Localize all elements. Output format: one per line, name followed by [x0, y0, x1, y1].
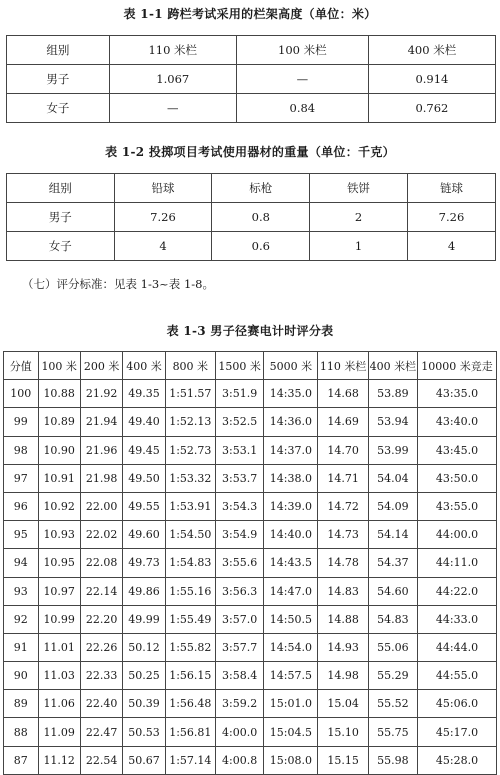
table-cell: 5000 米: [264, 352, 318, 380]
header-row: [7, 174, 496, 203]
table-cell: 54.14: [368, 521, 417, 549]
table-cell: 14:57.5: [264, 662, 318, 690]
table-cell: 15.10: [318, 718, 368, 746]
table-cell: 11.06: [38, 690, 80, 718]
table-cell: 0.6: [212, 232, 310, 261]
table-cell: 组别: [7, 174, 115, 203]
table-cell: 1:55.49: [165, 605, 215, 633]
table-cell: 91: [4, 633, 39, 661]
table-cell: 链球: [407, 174, 495, 203]
table-row: [4, 718, 497, 746]
table-cell: 800 米: [165, 352, 215, 380]
table-cell: 3:53.7: [215, 464, 263, 492]
table-cell: 49.99: [123, 605, 165, 633]
table-cell: 1:52.13: [165, 408, 215, 436]
table-cell: 95: [4, 521, 39, 549]
table-cell: 11.03: [38, 662, 80, 690]
table-row: [4, 690, 497, 718]
table-cell: 分值: [4, 352, 39, 380]
table-cell: 10.97: [38, 577, 80, 605]
table-cell: 10.93: [38, 521, 80, 549]
table-cell: 15.04: [318, 690, 368, 718]
table-cell: 21.92: [80, 380, 122, 408]
table-cell: 54.83: [368, 605, 417, 633]
table-cell: 53.89: [368, 380, 417, 408]
table-cell: 93: [4, 577, 39, 605]
table-row: [4, 746, 497, 774]
table-cell: 43:50.0: [418, 464, 497, 492]
table-cell: 11.01: [38, 633, 80, 661]
table-cell: 100 米栏: [236, 36, 368, 65]
table-cell: 3:54.3: [215, 492, 263, 520]
table-cell: 0.914: [368, 65, 495, 94]
table-cell: —: [236, 65, 368, 94]
table-cell: 50.25: [123, 662, 165, 690]
table-cell: 14:36.0: [264, 408, 318, 436]
track-scoring-table: [3, 351, 497, 775]
table-cell: 400 米栏: [368, 352, 417, 380]
table2-caption: 表 1-2 投掷项目考试使用器材的重量（单位：千克）: [105, 145, 395, 159]
table-cell: 22.02: [80, 521, 122, 549]
table-cell: 49.50: [123, 464, 165, 492]
table-cell: 43:55.0: [418, 492, 497, 520]
table1-caption: 表 1-1 跨栏考试采用的栏架高度（单位：米）: [123, 7, 377, 21]
table-cell: 铁饼: [310, 174, 408, 203]
table-cell: 10.90: [38, 436, 80, 464]
table-cell: 55.29: [368, 662, 417, 690]
table-cell: 1:56.48: [165, 690, 215, 718]
table-cell: 54.09: [368, 492, 417, 520]
table3-caption: 表 1-3 男子径赛电计时评分表: [166, 324, 334, 338]
table-cell: 14.71: [318, 464, 368, 492]
table-cell: 22.00: [80, 492, 122, 520]
table-cell: 200 米: [80, 352, 122, 380]
scoring-note: （七）评分标准：见表 1-3~表 1-8。: [22, 277, 214, 291]
table-cell: 44:33.0: [418, 605, 497, 633]
table-row: [4, 408, 497, 436]
table-cell: 11.09: [38, 718, 80, 746]
table-cell: 22.26: [80, 633, 122, 661]
table-cell: 54.60: [368, 577, 417, 605]
table-cell: 22.54: [80, 746, 122, 774]
table-row: [4, 464, 497, 492]
table-cell: 14.78: [318, 549, 368, 577]
table-cell: 14.83: [318, 577, 368, 605]
table-row: [4, 492, 497, 520]
table-cell: 45:28.0: [418, 746, 497, 774]
table-cell: 15:04.5: [264, 718, 318, 746]
table-cell: 14.73: [318, 521, 368, 549]
table-cell: 15:08.0: [264, 746, 318, 774]
table-cell: 98: [4, 436, 39, 464]
table-cell: 14:39.0: [264, 492, 318, 520]
table-cell: 组别: [7, 36, 110, 65]
table-row: [4, 662, 497, 690]
table-cell: 400 米: [123, 352, 165, 380]
table-cell: 49.73: [123, 549, 165, 577]
table-cell: 10.89: [38, 408, 80, 436]
table-cell: 99: [4, 408, 39, 436]
table-cell: 标枪: [212, 174, 310, 203]
table-cell: 54.04: [368, 464, 417, 492]
table-cell: 55.98: [368, 746, 417, 774]
table-cell: 3:56.3: [215, 577, 263, 605]
table-cell: 44:44.0: [418, 633, 497, 661]
table-cell: 49.86: [123, 577, 165, 605]
table-cell: 110 米栏: [318, 352, 368, 380]
table-cell: 3:55.6: [215, 549, 263, 577]
table-cell: 10000 米竞走: [418, 352, 497, 380]
table-cell: 14:37.0: [264, 436, 318, 464]
table-cell: 1:55.16: [165, 577, 215, 605]
table-cell: 14:43.5: [264, 549, 318, 577]
table-cell: 49.40: [123, 408, 165, 436]
table-cell: 92: [4, 605, 39, 633]
table-cell: 22.14: [80, 577, 122, 605]
table-cell: 1:57.14: [165, 746, 215, 774]
table-cell: 22.47: [80, 718, 122, 746]
table-cell: 14:47.0: [264, 577, 318, 605]
table-cell: 4: [407, 232, 495, 261]
table-cell: 50.39: [123, 690, 165, 718]
table-cell: 14:38.0: [264, 464, 318, 492]
header-row: [4, 352, 497, 380]
table-row: [4, 436, 497, 464]
table-cell: 15.15: [318, 746, 368, 774]
table-cell: 铅球: [114, 174, 212, 203]
table-cell: 44:22.0: [418, 577, 497, 605]
table-cell: 0.762: [368, 94, 495, 123]
table-cell: 21.94: [80, 408, 122, 436]
table-cell: 14:54.0: [264, 633, 318, 661]
table-cell: 3:57.7: [215, 633, 263, 661]
table-cell: 50.53: [123, 718, 165, 746]
table-cell: 1:56.15: [165, 662, 215, 690]
table-cell: 14:40.0: [264, 521, 318, 549]
table-cell: 1:52.73: [165, 436, 215, 464]
table-cell: 3:51.9: [215, 380, 263, 408]
table-cell: —: [109, 94, 236, 123]
table-row: [7, 203, 496, 232]
table-cell: 90: [4, 662, 39, 690]
table-cell: 55.06: [368, 633, 417, 661]
table-cell: 1:55.82: [165, 633, 215, 661]
table-cell: 3:52.5: [215, 408, 263, 436]
table-cell: 14.93: [318, 633, 368, 661]
table-cell: 1500 米: [215, 352, 263, 380]
table-cell: 1:51.57: [165, 380, 215, 408]
table-cell: 14.88: [318, 605, 368, 633]
table-cell: 43:40.0: [418, 408, 497, 436]
table-cell: 45:06.0: [418, 690, 497, 718]
table-cell: 14.70: [318, 436, 368, 464]
table-row: [7, 65, 496, 94]
table-cell: 1:56.81: [165, 718, 215, 746]
table-cell: 43:45.0: [418, 436, 497, 464]
table-cell: 89: [4, 690, 39, 718]
table-cell: 88: [4, 718, 39, 746]
hurdle-height-table: [6, 35, 496, 123]
table-cell: 44:11.0: [418, 549, 497, 577]
table-cell: 1:54.83: [165, 549, 215, 577]
table-cell: 96: [4, 492, 39, 520]
table-cell: 49.45: [123, 436, 165, 464]
table-cell: 44:55.0: [418, 662, 497, 690]
table-cell: 49.55: [123, 492, 165, 520]
table-row: [4, 577, 497, 605]
table-cell: 21.98: [80, 464, 122, 492]
table-cell: 男子: [7, 203, 115, 232]
table-cell: 87: [4, 746, 39, 774]
table-row: [4, 605, 497, 633]
table-cell: 14:50.5: [264, 605, 318, 633]
table-row: [4, 549, 497, 577]
table-cell: 10.99: [38, 605, 80, 633]
table-row: [4, 521, 497, 549]
table-cell: 3:58.4: [215, 662, 263, 690]
table-cell: 女子: [7, 232, 115, 261]
table-cell: 55.52: [368, 690, 417, 718]
table-cell: 3:57.0: [215, 605, 263, 633]
table-cell: 55.75: [368, 718, 417, 746]
table-cell: 4:00.8: [215, 746, 263, 774]
table-cell: 45:17.0: [418, 718, 497, 746]
table-cell: 14.98: [318, 662, 368, 690]
table-cell: 110 米栏: [109, 36, 236, 65]
table-cell: 4:00.0: [215, 718, 263, 746]
table-cell: 4: [114, 232, 212, 261]
table-cell: 22.20: [80, 605, 122, 633]
table-cell: 3:59.2: [215, 690, 263, 718]
table-row: [7, 94, 496, 123]
table-cell: 49.35: [123, 380, 165, 408]
table-cell: 1: [310, 232, 408, 261]
table-cell: 14:35.0: [264, 380, 318, 408]
table-cell: 2: [310, 203, 408, 232]
table-cell: 94: [4, 549, 39, 577]
table-cell: 400 米栏: [368, 36, 495, 65]
table-cell: 53.94: [368, 408, 417, 436]
header-row: [7, 36, 496, 65]
table-row: [7, 232, 496, 261]
table-cell: 1:53.91: [165, 492, 215, 520]
table-cell: 女子: [7, 94, 110, 123]
table-cell: 14.69: [318, 408, 368, 436]
table-cell: 男子: [7, 65, 110, 94]
table-row: [4, 380, 497, 408]
table-row: [4, 633, 497, 661]
table-cell: 100 米: [38, 352, 80, 380]
table-cell: 43:35.0: [418, 380, 497, 408]
table-cell: 10.88: [38, 380, 80, 408]
table-cell: 10.91: [38, 464, 80, 492]
table-cell: 7.26: [114, 203, 212, 232]
table-cell: 7.26: [407, 203, 495, 232]
table-cell: 21.96: [80, 436, 122, 464]
table-cell: 10.92: [38, 492, 80, 520]
table-cell: 3:53.1: [215, 436, 263, 464]
table-cell: 11.12: [38, 746, 80, 774]
table-cell: 22.33: [80, 662, 122, 690]
table-cell: 54.37: [368, 549, 417, 577]
table-cell: 100: [4, 380, 39, 408]
table-cell: 49.60: [123, 521, 165, 549]
table-cell: 0.8: [212, 203, 310, 232]
table-cell: 15:01.0: [264, 690, 318, 718]
table-cell: 14.68: [318, 380, 368, 408]
throwing-weight-table: [6, 173, 496, 261]
table-cell: 50.67: [123, 746, 165, 774]
table-cell: 22.08: [80, 549, 122, 577]
table-cell: 97: [4, 464, 39, 492]
table-cell: 1:54.50: [165, 521, 215, 549]
table-cell: 0.84: [236, 94, 368, 123]
table-cell: 44:00.0: [418, 521, 497, 549]
table-cell: 14.72: [318, 492, 368, 520]
table-cell: 22.40: [80, 690, 122, 718]
table-cell: 53.99: [368, 436, 417, 464]
table-cell: 1:53.32: [165, 464, 215, 492]
table-cell: 10.95: [38, 549, 80, 577]
table-cell: 3:54.9: [215, 521, 263, 549]
table-cell: 1.067: [109, 65, 236, 94]
table-cell: 50.12: [123, 633, 165, 661]
